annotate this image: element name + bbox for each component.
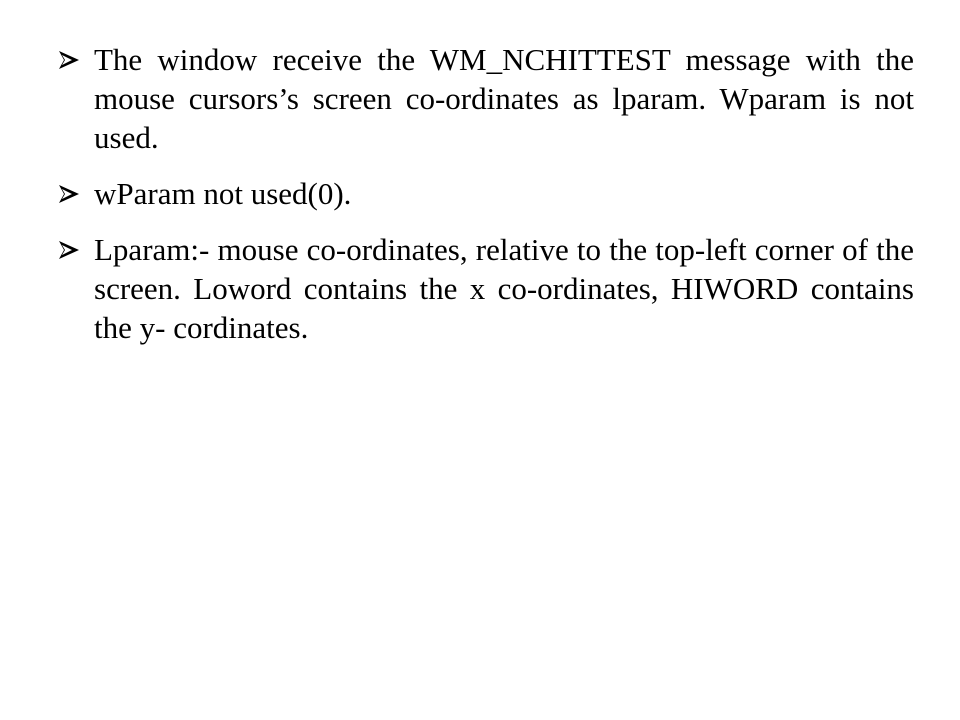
arrowhead-bullet-icon <box>58 50 80 70</box>
bullet-item <box>58 174 914 213</box>
arrowhead-bullet-icon <box>58 240 80 260</box>
bullet-item <box>58 40 914 157</box>
bullet-list <box>58 40 914 364</box>
bullet-text: Lparam:- mouse co-ordinates, relative to the top-left corner of the screen. Loword contains the x co-ordinates, HIWORD contains the y- cordinates. <box>94 232 914 345</box>
bullet-text: The window receive the WM_NCHITTEST message with the mouse cursors’s screen co-ordinates as lparam. Wparam is not used. <box>94 42 914 155</box>
bullet-item <box>58 230 914 347</box>
arrowhead-bullet-icon <box>58 184 80 204</box>
bullet-text: wParam not used(0). <box>94 176 352 211</box>
